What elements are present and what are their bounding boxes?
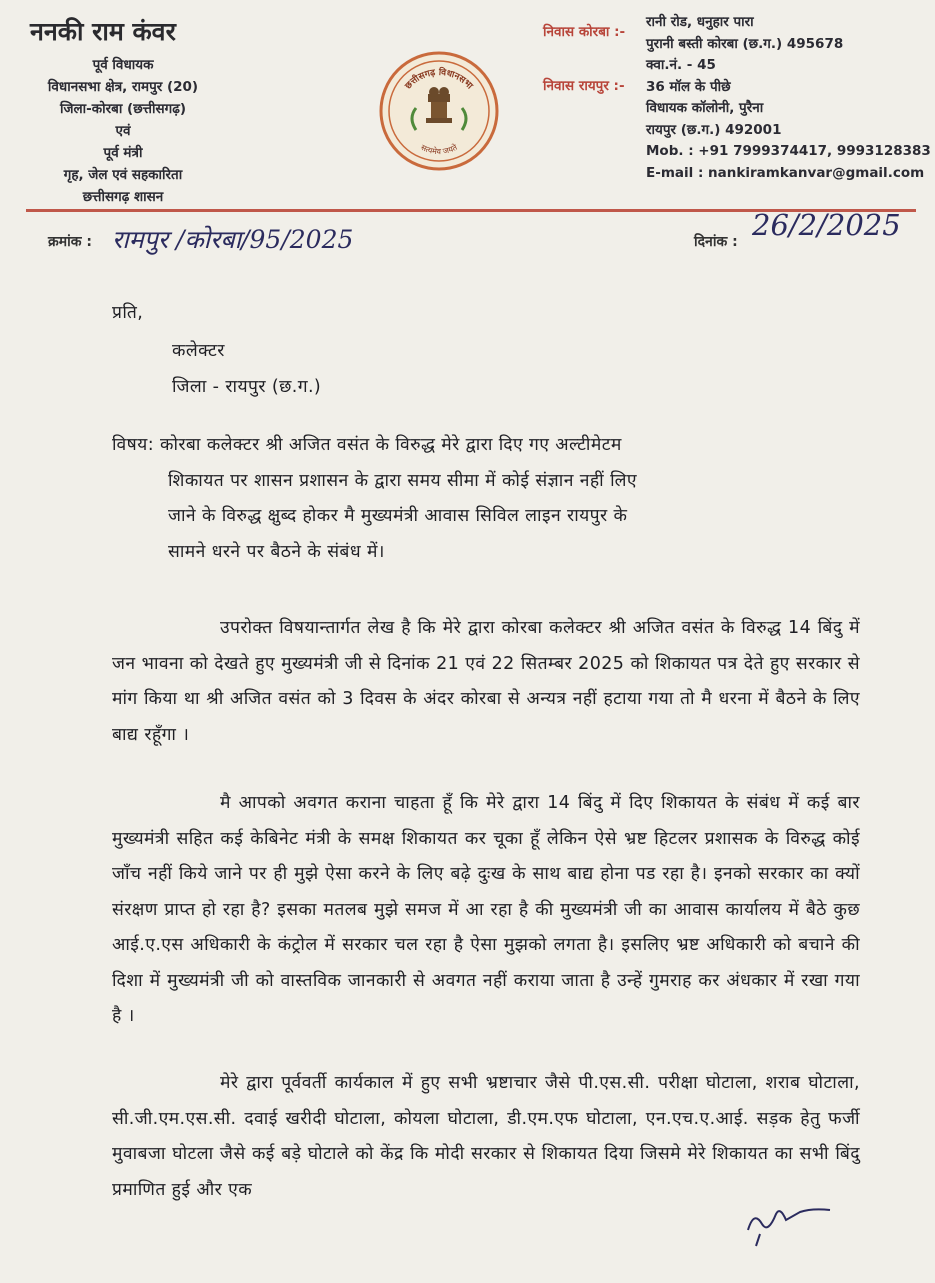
address-line: पुरानी बस्ती कोरबा (छ.ग.) 495678 xyxy=(646,35,844,52)
subject-line: शिकायत पर शासन प्रशासन के द्वारा समय सीमा में कोई संज्ञान नहीं लिए xyxy=(168,470,637,491)
reference-label: क्रमांक : xyxy=(48,234,92,250)
designation-line: पूर्व मंत्री xyxy=(103,145,143,161)
mobile-number: Mob. : +91 7999374417, 9993128383 xyxy=(646,143,931,159)
body-paragraph: उपरोक्त विषयान्तार्गत लेख है कि मेरे द्वारा कोरबा कलेक्टर श्री अजित वसंत के विरुद्ध 14 बिंदु में जन भावना को देखते हुए मुख्यमंत्री जी से दिनांक 21 एवं 22 सितम्बर 2025 को शिकायत पत्र देते हुए सरकार से मांग किया था श्री अजित वसंत को 3 दिवस के अंदर कोरबा से अन्यत्र नहीं हटाया गया तो मै धरना में बैठने के लिए बाद्य रहूँगा । xyxy=(112,618,860,745)
body-paragraph: मेरे द्वारा पूर्ववर्ती कार्यकाल में हुए सभी भ्रष्टाचार जैसे पी.एस.सी. परीक्षा घोटाला, शराब घोटाला, सी.जी.एम.एस.सी. दवाई खरीदी घोटाला, कोयला घोटाला, डी.एम.एफ घोटाला, एन.एच.ए.आई. सड़क हेतु फर्जी मुवाबजा घोटला जैसे कई बड़े घोटाले को केंद्र कि मोदी सरकार से शिकायत दिया जिसमे मेरे शिकायत का सभी बिंदु प्रमाणित हुई और एक xyxy=(112,1073,860,1200)
korba-address-label: निवास कोरबा :- xyxy=(543,24,626,40)
contact-block xyxy=(646,12,931,184)
seal-top-text: छत्तीसगढ़ विधानसभा xyxy=(403,67,475,92)
designation-line: एवं xyxy=(115,123,131,139)
designation-line: छत्तीसगढ़ शासन xyxy=(82,189,164,205)
subject-line: जाने के विरुद्ध क्षुब्द होकर मै मुख्यमंत्री आवास सिविल लाइन रायपुर के xyxy=(168,506,628,526)
subject-block xyxy=(112,428,842,570)
designation-line: जिला-कोरबा (छत्तीसगढ़) xyxy=(59,101,186,117)
address-line: रानी रोड, धनुहार पारा xyxy=(646,14,754,30)
subject-label: विषय: xyxy=(112,435,155,455)
address-line: रायपुर (छ.ग.) 492001 xyxy=(646,121,782,138)
seal-motto: सत्यमेव जयते xyxy=(419,142,459,157)
addressee-title: कलेक्टर xyxy=(172,341,225,361)
designation-line: गृह, जेल एवं सहकारिता xyxy=(63,167,183,183)
address-line: 36 मॉल के पीछे xyxy=(646,78,731,95)
sender-designation xyxy=(18,54,228,208)
designation-line: पूर्व विधायक xyxy=(92,57,154,73)
address-line: क्वा.नं. - 45 xyxy=(646,57,716,73)
handwritten-signature xyxy=(740,1190,840,1250)
letter-date: 26/2/2025 xyxy=(752,208,901,242)
date-label: दिनांक : xyxy=(694,234,738,250)
email-address: E-mail : nankiramkanvar@gmail.com xyxy=(646,164,925,181)
sender-name: ननकी राम कंवर xyxy=(30,17,176,46)
addressee-district: जिला - रायपुर (छ.ग.) xyxy=(172,377,322,397)
address-line: विधायक कॉलोनी, पुरैना xyxy=(646,100,764,116)
raipur-address-label: निवास रायपुर :- xyxy=(543,78,625,94)
assembly-seal-emblem xyxy=(378,50,500,172)
prati-salutation: प्रति, xyxy=(112,303,144,323)
body-paragraph: मै आपको अवगत कराना चाहता हूँ कि मेरे द्वारा 14 बिंदु में दिए शिकायत के संबंध में कई बार मुख्यमंत्री सहित कई केबिनेट मंत्री के समक्ष शिकायत कर चूका हूँ लेकिन ऐसे भ्रष्ट हिटलर प्रशासक के विरुद्ध कोई जाँच नहीं किये जाने पर ही मुझे ऐसा करने के लिए बढ़े दुःख के साथ बाद्य होना पड रहा है। इनको सरकार का क्यों संरक्षण प्राप्त हो रहा है? इसका मतलब मुझे समज में आ रहा है की मुख्यमंत्री जी का आवास कार्यालय में बैठे कुछ आई.ए.एस अधिकारी के कंट्रोल में सरकार चल रहा है ऐसा मुझको लगता है। इसलिए भ्रष्ट अधिकारी को बचाने की दिशा में मुख्यमंत्री जी को वास्तविक जानकारी से अवगत नहीं कराया जाता है उन्हें गुमराह कर अंधकार में रखा गया है । xyxy=(112,793,860,1026)
designation-line: विधानसभा क्षेत्र, रामपुर (20) xyxy=(47,79,199,95)
subject-line: सामने धरने पर बैठने के संबंध में। xyxy=(168,541,385,562)
reference-number: रामपुर /कोरबा/95/2025 xyxy=(112,225,354,254)
subject-line: कोरबा कलेक्टर श्री अजित वसंत के विरुद्ध मेरे द्वारा दिए गए अल्टीमेटम xyxy=(160,435,622,455)
